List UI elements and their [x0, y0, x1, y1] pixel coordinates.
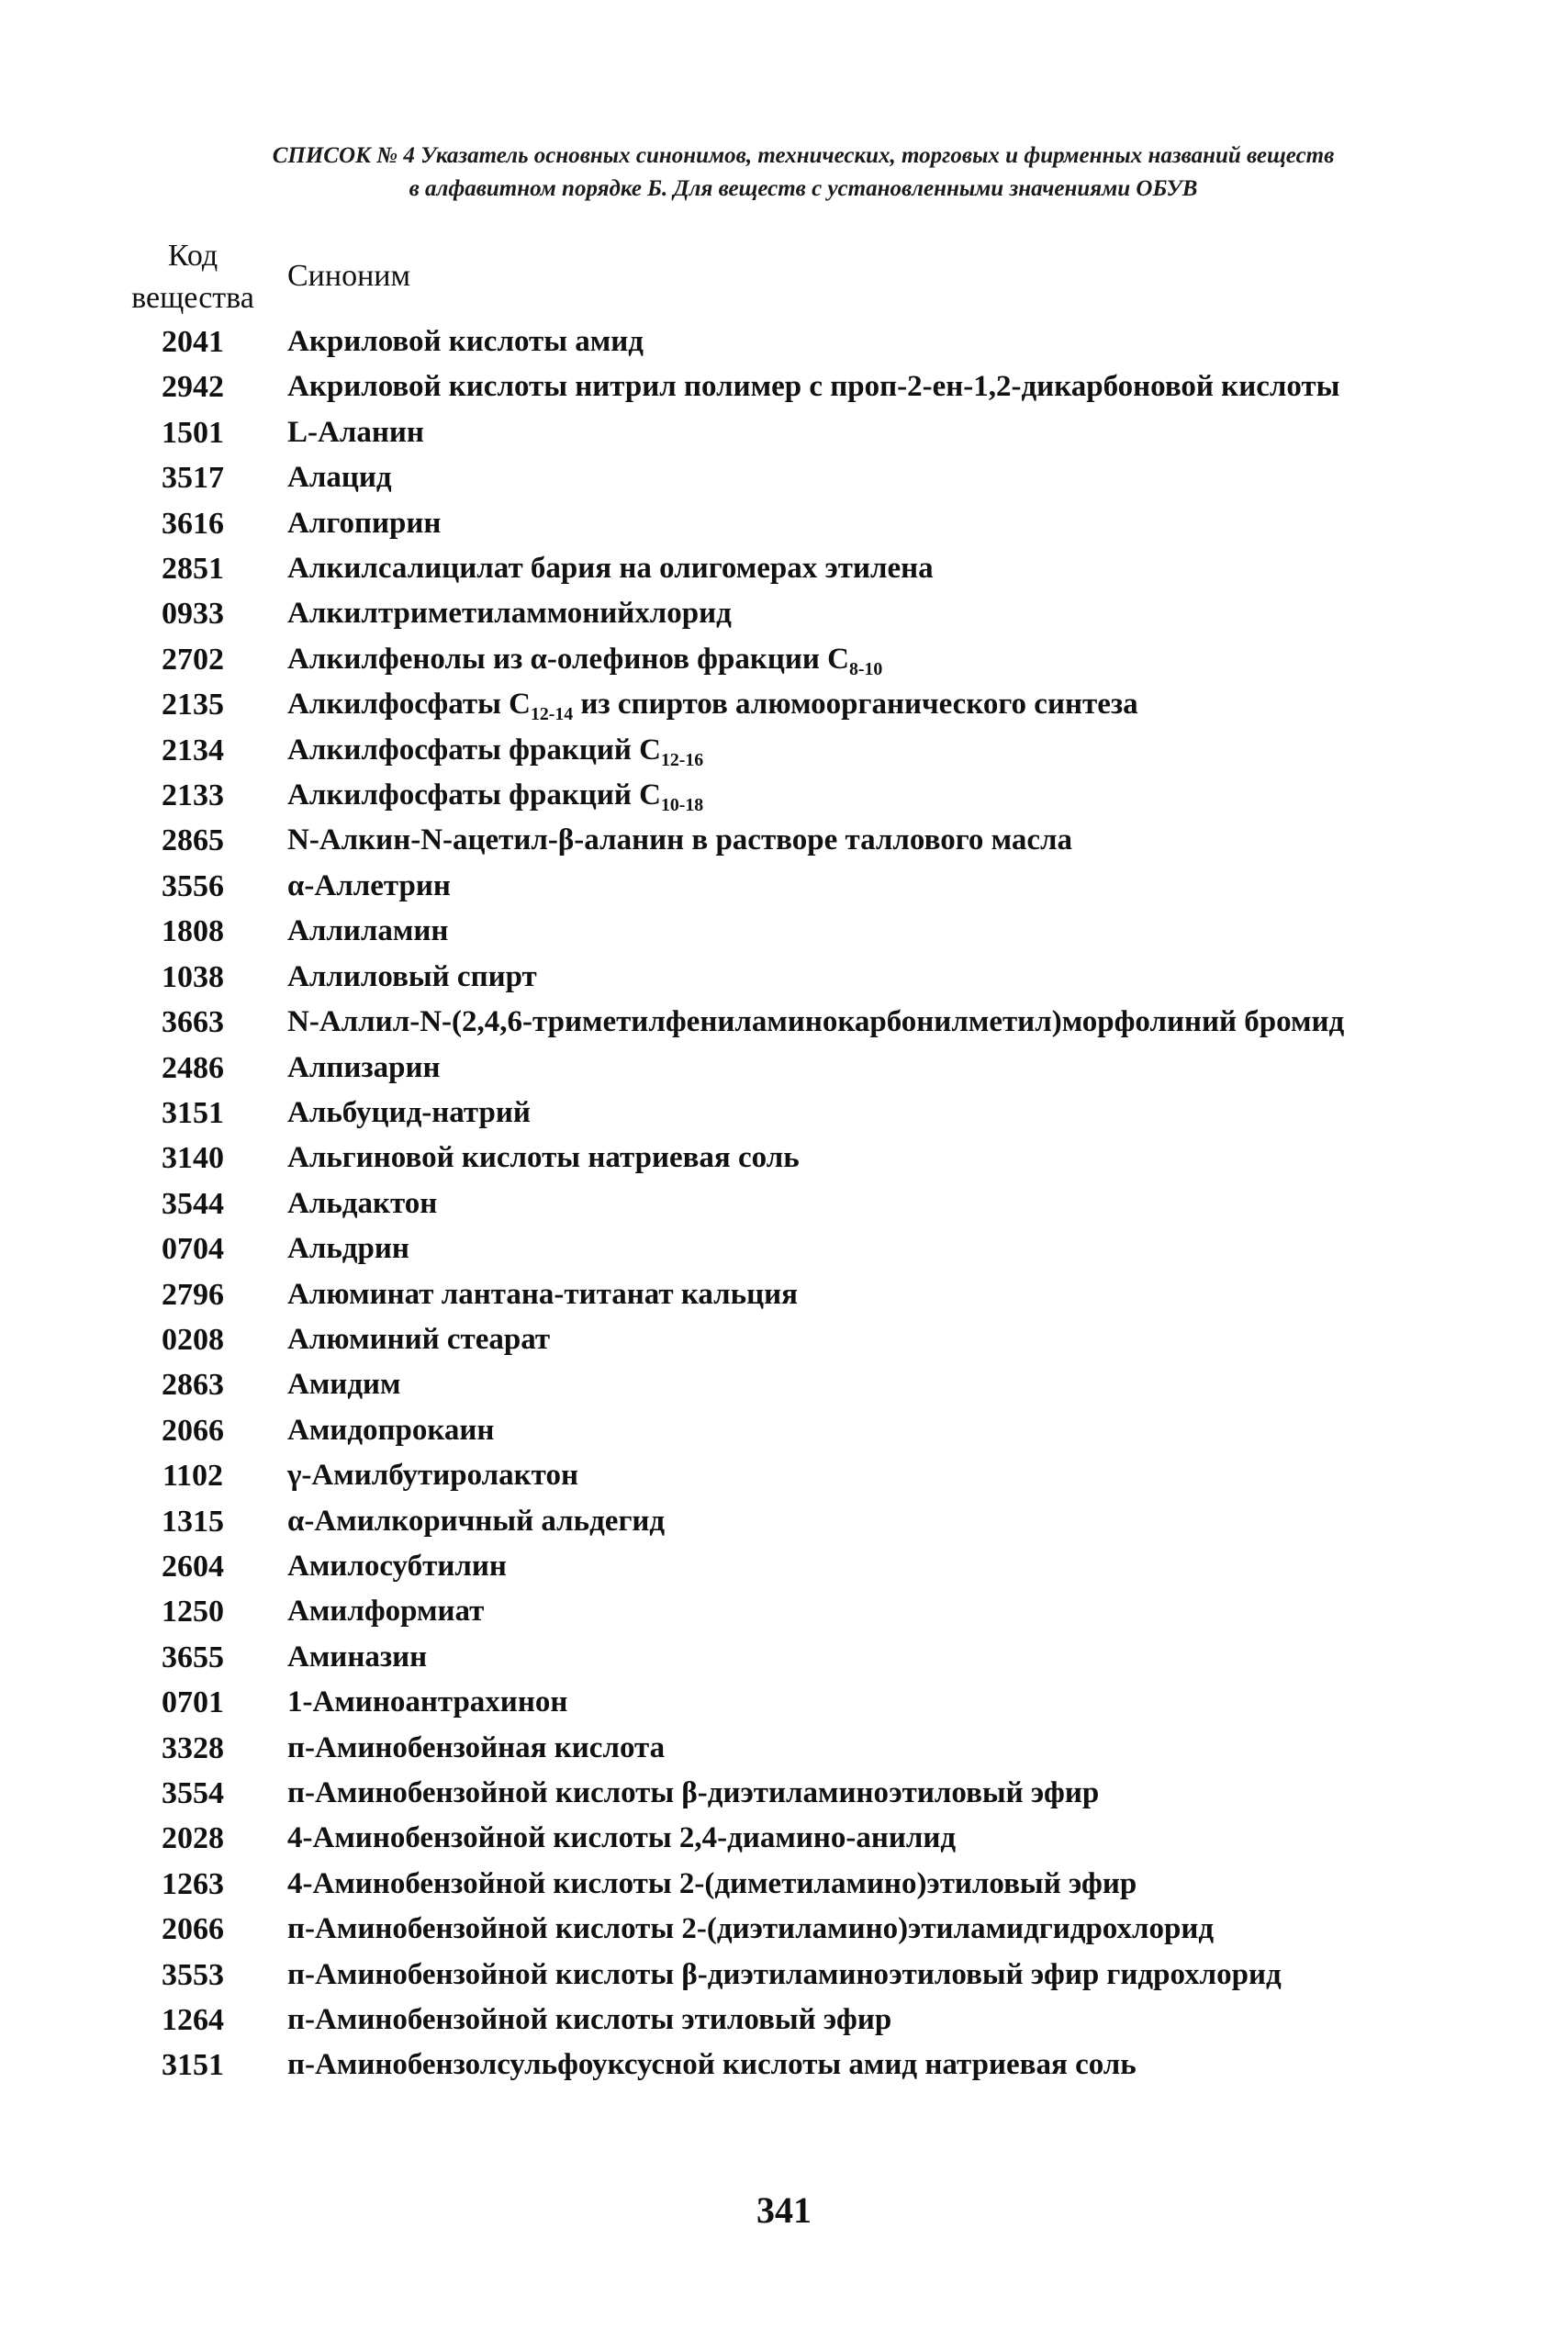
- substance-code: 1102: [162, 1459, 224, 1494]
- synonym-cell: [271, 773, 1444, 818]
- table-row: [115, 1953, 1444, 1998]
- table-row: [115, 1816, 1444, 1861]
- synonym-text: п-Аминобензойная кислота: [287, 1730, 666, 1764]
- table-row: [115, 546, 1444, 591]
- synonym-text: γ-Амилбутиролактон: [287, 1459, 578, 1493]
- title-line-2: в алфавитном порядке Б. Для веществ с установленными значениями ОБУВ: [409, 176, 1198, 201]
- substance-code: 2066: [162, 1413, 224, 1448]
- table-row: [115, 1453, 1444, 1498]
- table-row: [115, 682, 1444, 727]
- column-header-code-line-2: вещества: [131, 281, 254, 315]
- synonym-text: N-Аллил-N-(2,4,6-триметилфениламинокарбонилметил)морфолиний бромид: [287, 1005, 1345, 1039]
- synonym-cell: [271, 1589, 1444, 1634]
- synonym-text: п-Аминобензойной кислоты 2-(диэтиламино)этиламидгидрохлорид: [287, 1912, 1215, 1946]
- synonym-text: Аллиловый спирт: [287, 959, 537, 993]
- synonym-text: п-Аминобензойной кислоты β-диэтиламиноэтиловый эфир гидрохлорид: [287, 1957, 1282, 1991]
- table-row: [115, 773, 1444, 818]
- synonym-text: Альбуцид-натрий: [287, 1095, 531, 1129]
- synonym-text: Акриловой кислоты амид: [287, 325, 644, 358]
- synonym-text: L-Аланин: [287, 415, 424, 449]
- synonym-cell: [271, 1317, 1444, 1362]
- table-row: [115, 2043, 1444, 2088]
- synonym-cell: [271, 955, 1444, 1000]
- table-row: [115, 1726, 1444, 1771]
- synonym-text: α-Аллетрин: [287, 868, 451, 902]
- synonym-cell: [271, 1635, 1444, 1680]
- table-row: [115, 728, 1444, 773]
- table-row: [115, 1317, 1444, 1362]
- synonym-text: Алкилфенолы из α-олефинов фракции C: [287, 642, 849, 676]
- table-row: [115, 1907, 1444, 1952]
- table-row: [115, 1136, 1444, 1181]
- column-header-code-line-1: Код: [167, 239, 218, 273]
- table-row: [115, 364, 1444, 409]
- synonym-text: Алкилсалицилат бария на олигомерах этилена: [287, 552, 934, 586]
- substance-code: 1250: [162, 1595, 224, 1629]
- table-row: [115, 1544, 1444, 1589]
- synonym-cell: [271, 1091, 1444, 1136]
- synonym-cell: [271, 1816, 1444, 1861]
- page-number: 341: [756, 2189, 812, 2231]
- synonym-cell: [271, 818, 1444, 863]
- synonym-text-continued: из спиртов алюмоорганического синтеза: [573, 688, 1138, 722]
- table-row: [115, 410, 1444, 455]
- title-line-1: СПИСОК № 4 Указатель основных синонимов, технических, торговых и фирменных названий веществ: [272, 143, 1335, 168]
- synonym-text: Алкилфосфаты C: [287, 688, 531, 722]
- table-row: [115, 637, 1444, 682]
- synonym-cell: [271, 1181, 1444, 1226]
- table-row: [115, 864, 1444, 909]
- substance-code: 3556: [162, 868, 224, 903]
- synonym-table: [115, 319, 1444, 2088]
- table-row: [115, 591, 1444, 636]
- synonym-text: Алкилфосфаты фракций C: [287, 778, 661, 812]
- column-header-code: [115, 235, 271, 319]
- synonym-cell: [271, 637, 1444, 682]
- substance-code: 2942: [162, 370, 224, 405]
- table-row: [115, 1680, 1444, 1725]
- substance-code: 3328: [162, 1730, 224, 1765]
- synonym-cell: [271, 1499, 1444, 1544]
- table-row: [115, 455, 1444, 500]
- synonym-cell: [271, 864, 1444, 909]
- synonym-cell: [271, 1907, 1444, 1952]
- carbon-range-subscript: 12-14: [530, 704, 574, 725]
- carbon-range-subscript: 10-18: [660, 794, 704, 815]
- synonym-text: Альдактон: [287, 1186, 438, 1220]
- substance-code: 2041: [162, 325, 224, 359]
- synonym-cell: [271, 546, 1444, 591]
- table-row: [115, 1362, 1444, 1407]
- synonym-text: Алпизарин: [287, 1050, 441, 1084]
- substance-code: 0208: [162, 1322, 224, 1357]
- substance-code: 2486: [162, 1050, 224, 1085]
- synonym-cell: [271, 591, 1444, 636]
- substance-code: 3554: [162, 1776, 224, 1810]
- synonym-cell: [271, 1544, 1444, 1589]
- table-row: [115, 1046, 1444, 1091]
- synonym-cell: [271, 364, 1444, 409]
- substance-code: 2066: [162, 1912, 224, 1947]
- synonym-text: Альгиновой кислоты натриевая соль: [287, 1141, 800, 1175]
- synonym-text: п-Аминобензойной кислоты этиловый эфир: [287, 2003, 892, 2037]
- synonym-text: 4-Аминобензойной кислоты 2-(диметиламино)этиловый эфир: [287, 1866, 1137, 1900]
- synonym-cell: [271, 1726, 1444, 1771]
- synonym-text: Амилосубтилин: [287, 1549, 507, 1583]
- substance-code: 3151: [162, 1095, 224, 1130]
- substance-code: 2796: [162, 1277, 224, 1312]
- synonym-cell: [271, 1226, 1444, 1271]
- synonym-cell: [271, 1771, 1444, 1816]
- substance-code: 3655: [162, 1640, 224, 1674]
- synonym-text: Амидопрокаин: [287, 1413, 495, 1447]
- synonym-text: Алюминий стеарат: [287, 1322, 551, 1356]
- substance-code: 2134: [162, 733, 224, 767]
- table-row: [115, 1091, 1444, 1136]
- synonym-text: Аминазин: [287, 1640, 428, 1674]
- substance-code: 3544: [162, 1186, 224, 1221]
- synonym-text: Алкилтриметиламмонийхлорид: [287, 597, 732, 631]
- table-row: [115, 818, 1444, 863]
- table-row: [115, 1499, 1444, 1544]
- synonym-text: п-Аминобензойной кислоты β-диэтиламиноэтиловый эфир: [287, 1776, 1100, 1809]
- table-row: [115, 1635, 1444, 1680]
- synonym-cell: [271, 728, 1444, 773]
- substance-code: 1038: [162, 959, 224, 994]
- substance-code: 2702: [162, 642, 224, 677]
- substance-code: 3151: [162, 2048, 224, 2083]
- substance-code: 1501: [162, 415, 224, 450]
- substance-code: 2851: [162, 552, 224, 587]
- synonym-text: α-Амилкоричный альдегид: [287, 1504, 666, 1538]
- table-row: [115, 1862, 1444, 1907]
- table-row: [115, 1272, 1444, 1317]
- table-row: [115, 1000, 1444, 1045]
- substance-code: 3663: [162, 1005, 224, 1040]
- column-header-synonym: Синоним: [287, 259, 410, 293]
- substance-code: 0704: [162, 1232, 224, 1267]
- synonym-text: Алюминат лантана-титанат кальция: [287, 1277, 798, 1311]
- substance-code: 2865: [162, 823, 224, 858]
- table-row: [115, 1226, 1444, 1271]
- synonym-cell: [271, 1136, 1444, 1181]
- substance-code: 2604: [162, 1549, 224, 1584]
- synonym-cell: [271, 1862, 1444, 1907]
- substance-code: 3140: [162, 1141, 224, 1176]
- table-row: [115, 1589, 1444, 1634]
- synonym-text: 1-Аминоантрахинон: [287, 1685, 568, 1719]
- table-row: [115, 955, 1444, 1000]
- synonym-cell: [271, 410, 1444, 455]
- table-row: [115, 1181, 1444, 1226]
- substance-code: 3517: [162, 461, 224, 496]
- substance-code: 0701: [162, 1685, 224, 1720]
- substance-code: 0933: [162, 597, 224, 632]
- synonym-cell: [271, 1272, 1444, 1317]
- substance-code: 1263: [162, 1866, 224, 1901]
- synonym-cell: [271, 1953, 1444, 1998]
- synonym-cell: [271, 1000, 1444, 1045]
- synonym-text: N-Алкин-N-ацетил-β-аланин в растворе таллового масла: [287, 823, 1073, 857]
- substance-code: 2863: [162, 1368, 224, 1403]
- synonym-cell: [271, 909, 1444, 954]
- synonym-text: Амилформиат: [287, 1595, 485, 1629]
- synonym-text: Аллиламин: [287, 914, 449, 948]
- table-row: [115, 1998, 1444, 2043]
- table-row: [115, 1771, 1444, 1816]
- synonym-text: п-Аминобензолсульфоуксусной кислоты амид натриевая соль: [287, 2048, 1137, 2082]
- table-row: [115, 1408, 1444, 1453]
- synonym-cell: [271, 455, 1444, 500]
- synonym-text: Алгопирин: [287, 506, 442, 540]
- substance-code: 2135: [162, 688, 224, 722]
- list-title: [138, 140, 1469, 206]
- synonym-cell: [271, 501, 1444, 546]
- synonym-text: Алкилфосфаты фракций C: [287, 733, 661, 767]
- synonym-cell: [271, 1680, 1444, 1725]
- synonym-cell: [271, 319, 1444, 364]
- synonym-cell: [271, 682, 1444, 727]
- synonym-text: Алацид: [287, 461, 392, 495]
- substance-code: 2133: [162, 778, 224, 813]
- synonym-text: Альдрин: [287, 1232, 409, 1266]
- substance-code: 1264: [162, 2003, 224, 2038]
- synonym-cell: [271, 1998, 1444, 2043]
- carbon-range-subscript: 8-10: [848, 658, 883, 679]
- synonym-cell: [271, 1408, 1444, 1453]
- substance-code: 3616: [162, 506, 224, 541]
- synonym-text: 4-Аминобензойной кислоты 2,4-диамино-анилид: [287, 1821, 957, 1855]
- synonym-cell: [271, 2043, 1444, 2088]
- substance-code: 2028: [162, 1821, 224, 1856]
- synonym-cell: [271, 1453, 1444, 1498]
- substance-code: 1315: [162, 1504, 224, 1539]
- table-row: [115, 909, 1444, 954]
- synonym-cell: [271, 1046, 1444, 1091]
- carbon-range-subscript: 12-16: [660, 749, 704, 770]
- table-row: [115, 501, 1444, 546]
- substance-code: 3553: [162, 1957, 224, 1992]
- synonym-text: Акриловой кислоты нитрил полимер с проп-2-ен-1,2-дикарбоновой кислоты: [287, 370, 1340, 404]
- substance-code: 1808: [162, 914, 224, 949]
- synonym-text: Амидим: [287, 1368, 401, 1402]
- table-row: [115, 319, 1444, 364]
- synonym-cell: [271, 1362, 1444, 1407]
